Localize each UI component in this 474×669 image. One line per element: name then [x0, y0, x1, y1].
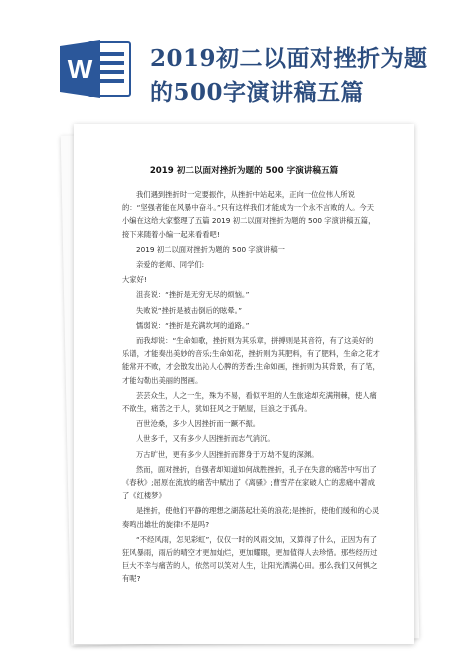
paragraph-intro: 我们遇到挫折时一定要振作，从挫折中站起来，正向一位位伟人所说的：“坚强者能在风暴中奋斗。”只有这样我们才能成为一个永不言败的人。今天小编在这给大家整理了五篇 2019 初二以面对挫折为题的 500 字演讲稿五篇，接下来随着小编一起来看看吧! — [122, 190, 376, 239]
paragraph-quote-1: 沮丧说：“挫折是无穷无尽的烦恼。” — [136, 290, 250, 300]
page-header — [0, 0, 474, 125]
document-body — [122, 188, 380, 588]
paragraph-salutation: 亲爱的老师、同学们: — [136, 260, 205, 270]
paragraph-greeting: 大家好! — [122, 275, 147, 285]
word-icon-letter: W — [67, 54, 93, 84]
paragraph-body-5: “不经风雨，怎见彩虹”，仅仅一时的风雨交加，又算得了什么，正因为有了狂风暴雨，雨后的晴空才更加灿烂，更加耀眼，更加值得人去珍惜。那些经历过巨大不幸与痛苦的人，依然可以笑对人生，让阳光洒满心田。那么我们又何惧之有呢? — [122, 534, 378, 584]
paragraph-line-2: 人世多千，又有多少人因挫折而志气消沉。 — [136, 434, 275, 444]
paragraph-quote-2: 失败说“挫折是被击倒后的眩晕。” — [136, 305, 243, 315]
paragraph-body-4: 是挫折，使他们平静的理想之湖荡起壮美的浪花;是挫折，使他们缓和的心灵奏鸣出雄壮的旋律!不是吗? — [122, 506, 380, 529]
document-title: 2019 初二以面对挫折为题的 500 字演讲稿五篇 — [149, 166, 339, 176]
word-icon — [60, 38, 132, 100]
paragraph-line-1: 百世沧桑，多少人因挫折而一蹶不振。 — [136, 419, 261, 429]
paragraph-subtitle: 2019 初二以面对挫折为题的 500 字演讲稿一 — [136, 244, 285, 254]
paragraph-quote-3: 懦弱说：“挫折是充满坎坷的道路。” — [136, 320, 250, 330]
page-title-line-1: 2019初二以面对挫折为题 — [150, 45, 428, 72]
paragraph-line-3: 万古旷世，更有多少人因挫折而葬身于万劫不复的深渊。 — [136, 449, 319, 459]
paragraph-body-1: 而我却说：“生命如歌，挫折则为其乐章，拼搏则是其音符，有了这美好的乐谱，才能奏出美妙的音乐;生命如花，挫折则为其肥料，有了肥料，生命之花才能常开不败，才会散发出沁人心脾的芳香;生命如画，挫折则为其背景，有了笔，才能勾勒出美丽的图画。 — [122, 336, 380, 385]
paragraph-body-3: 然而，面对挫折，自强者却知道如何战胜挫折，孔子在失意的痛苦中写出了《春秋》;屈原在流放的痛苦中赋出了《离骚》;曹雪芹在家破人亡的悲痛中著成了《红楼梦》 — [122, 464, 377, 501]
paragraph-body-2: 芸芸众生，人之一生，殊为不易，看似平坦的人生旅途却充满荆棘，使人痛不欲生，痛苦之于人，犹如狂风之于陋屋，巨浪之于孤舟。 — [122, 390, 377, 414]
document-page — [74, 124, 414, 644]
page-title-line-2: 的500字演讲稿五篇 — [150, 79, 365, 106]
